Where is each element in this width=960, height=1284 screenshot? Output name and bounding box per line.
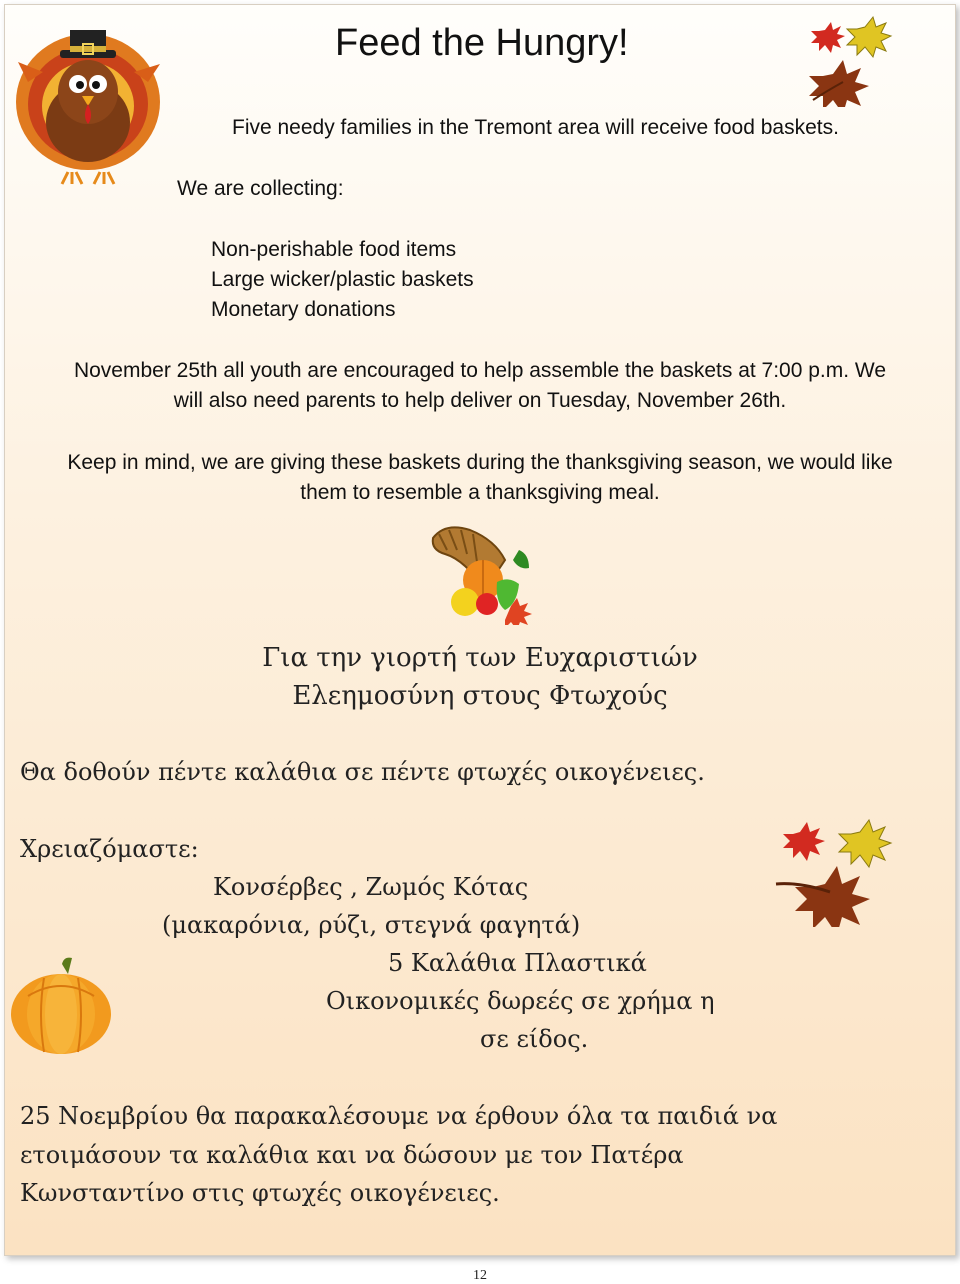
intro-text: Five needy families in the Tremont area will receive food baskets. [232,116,839,139]
collecting-label: We are collecting: [177,177,344,200]
turkey-icon [8,22,168,187]
greek-closing-line: ετοιμάσουν τα καλάθια και να δώσουν με τον Πατέρα [20,1141,684,1169]
pumpkin-icon [8,956,114,1056]
collect-item: Non-perishable food items [211,238,457,261]
flyer-page [4,4,956,1256]
greek-need-line: 5 Καλάθια Πλαστικά [388,949,647,977]
greek-intro: Θα δοθούν πέντε καλάθια σε πέντε φτωχές οικογένειες. [20,758,705,786]
greek-closing-line: 25 Νοεμβρίου θα παρακαλέσουμε να έρθουν όλα τα παιδιά να [20,1102,778,1130]
autumn-leaves-icon [770,812,900,927]
greek-title-line1: Για την γιορτή των Ευχαριστιών [262,643,698,673]
greek-need-line: (μακαρόνια, ρύζι, στεγνά φαγητά) [162,911,581,939]
page-number: 12 [473,1268,487,1283]
greek-need-line: σε είδος. [480,1025,589,1053]
autumn-leaves-icon [795,12,905,107]
collect-item: Large wicker/plastic baskets [211,268,474,291]
collect-item: Monetary donations [211,298,396,321]
page-title: Feed the Hungry! [335,22,629,64]
assembly-text-line2: will also need parents to help deliver on Tuesday, November 26th. [173,389,787,412]
assembly-text-line1: November 25th all youth are encouraged to help assemble the baskets at 7:00 p.m. We [73,359,887,382]
keep-in-mind-line2: them to resemble a thanksgiving meal. [300,481,660,504]
greek-title-line2: Ελεημοσύνη στους Φτωχούς [292,681,668,711]
keep-in-mind-line1: Keep in mind, we are giving these baskets during the thanksgiving season, we would like [67,451,893,474]
greek-need-line: Οικονομικές δωρεές σε χρήμα η [326,987,715,1015]
greek-need-label: Χρειαζόμαστε: [20,835,199,863]
greek-closing-line: Κωνσταντίνο στις φτωχές οικογένειες. [20,1179,500,1207]
greek-need-line: Κονσέρβες , Ζωμός Κότας [213,873,529,901]
cornucopia-icon [425,520,540,625]
